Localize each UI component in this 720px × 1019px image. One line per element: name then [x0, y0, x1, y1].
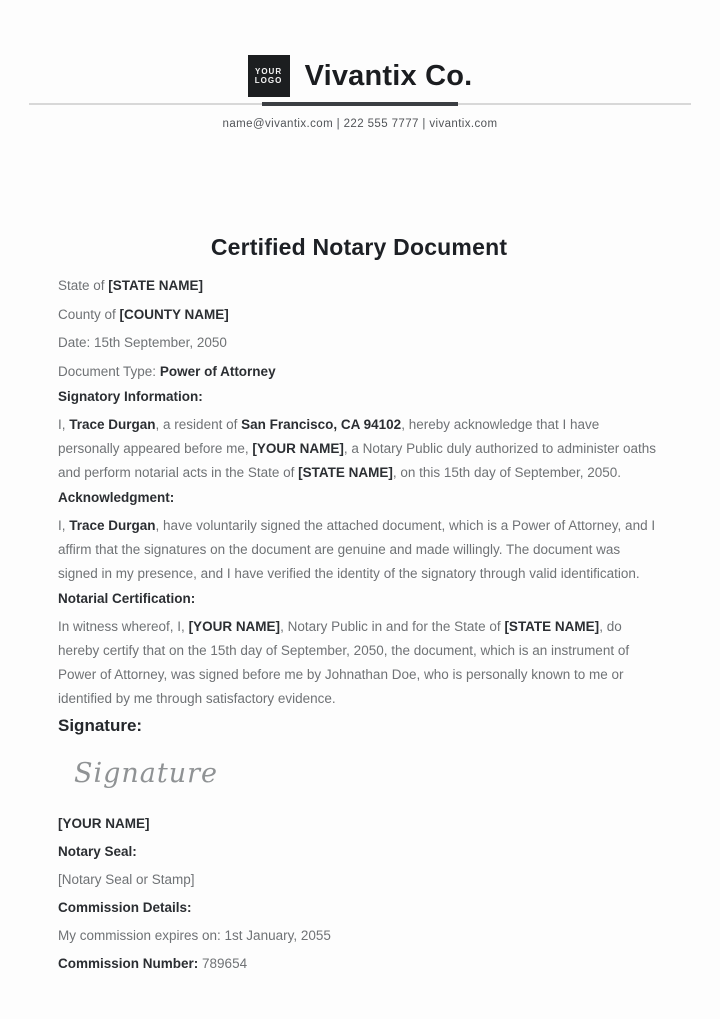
document-title: Certified Notary Document [210, 234, 508, 260]
contact-info: name@vivantix.com | 222 555 7777 | vivantix.com [222, 118, 498, 130]
letterhead [0, 0, 720, 130]
signatory-information-paragraph: I, Trace Durgan, a resident of San Francisco, CA 94102, hereby acknowledge that I have personally appeared before me, [YOUR NAME], a Notary Public duly authorized to administer oaths and perform notarial acts in the State of [STATE NAME], on this 15th day of September, 2050. [58, 416, 657, 480]
meta-doc-type-line: Document Type: Power of Attorney [58, 363, 276, 379]
acknowledgment-paragraph: I, Trace Durgan, have voluntarily signed the attached document, which is a Power of Attorney, and I affirm that the signatures on the document are genuine and made willingly. The document was signed in my presence, and I have verified the identity of the signatory through valid identification. [58, 517, 656, 581]
brand-row [0, 55, 720, 97]
meta-state-line: State of [STATE NAME] [58, 278, 204, 293]
commission-number-line: Commission Number: 789654 [58, 955, 248, 971]
logo-text-line1: YOUR [255, 66, 283, 76]
notarial-certification-heading: Notarial Certification: [58, 590, 196, 606]
signature-heading: Signature: [58, 715, 143, 735]
document-body [0, 233, 720, 973]
header-divider [29, 102, 691, 106]
acknowledgment-heading: Acknowledgment: [58, 489, 175, 505]
company-logo [248, 55, 290, 97]
signatory-information-heading: Signatory Information: [58, 388, 203, 404]
notary-seal-heading: Notary Seal: [58, 843, 137, 859]
header-divider-accent [262, 102, 458, 106]
signature-signer-name: [YOUR NAME] [58, 815, 150, 831]
document-meta [58, 277, 660, 381]
logo-text-line2: LOGO [254, 76, 283, 85]
notary-seal-placeholder: [Notary Seal or Stamp] [58, 871, 195, 887]
notarial-certification-paragraph: In witness whereof, I, [YOUR NAME], Notary Public in and for the State of [STATE NAME], do hereby certify that on the 15th day of September, 2050, the document, which is an instrument of Power of Attorney, was signed before me by Johnathan Doe, who is personally known to me or identified by me through satisfactory evidence. [58, 618, 630, 706]
commission-expiry-line: My commission expires on: 1st January, 2055 [58, 927, 331, 943]
company-name: Vivantix Co. [304, 59, 473, 92]
signature-script: Signature [74, 757, 219, 789]
meta-county-line: County of [COUNTY NAME] [58, 306, 229, 322]
meta-date-line: Date: 15th September, 2050 [58, 335, 227, 350]
commission-details-heading: Commission Details: [58, 899, 192, 915]
